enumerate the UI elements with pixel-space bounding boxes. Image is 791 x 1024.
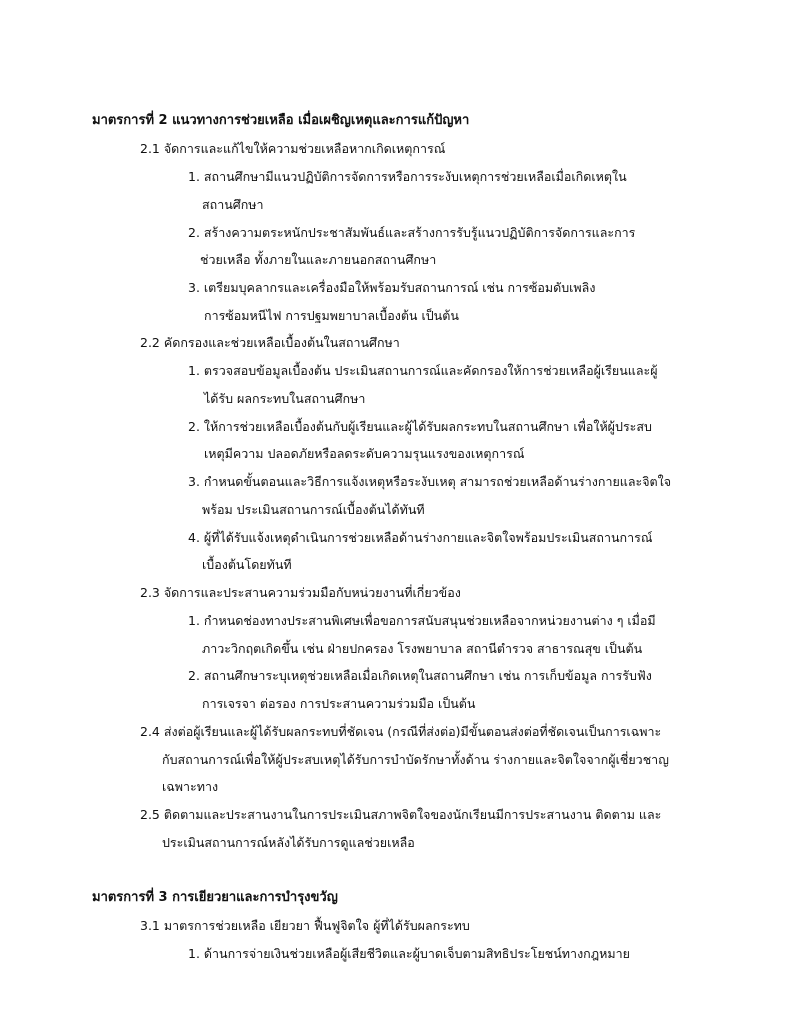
subsection-title: 2.4 ส่งต่อผู้เรียนและผู้ได้รับผลกระทบที่ชัดเจน (กรณีที่ส่งต่อ)มีขั้นตอนส่งต่อที่ชัดเจนเป็นการเฉพาะ bbox=[140, 724, 662, 739]
subsection-title: 2.1 จัดการและแก้ไขให้ความช่วยเหลือหากเกิดเหตุการณ์ bbox=[140, 141, 446, 156]
list-item-continuation: การซ้อมหนีไฟ การปฐมพยาบาลเบื้องต้น เป็นต้น bbox=[204, 308, 459, 323]
list-item-continuation: ช่วยเหลือ ทั้งภายในและภายนอกสถานศึกษา bbox=[200, 252, 437, 267]
subsection-title: 3.1 มาตรการช่วยเหลือ เยียวยา ฟื้นฟูจิตใจ ผู้ที่ได้รับผลกระทบ bbox=[140, 918, 470, 933]
list-item: 1. กำหนดช่องทางประสานพิเศษเพื่อขอการสนับสนุนช่วยเหลือจากหน่วยงานต่าง ๆ เมื่อมี bbox=[188, 613, 656, 628]
list-item: 1. ตรวจสอบข้อมูลเบื้องต้น ประเมินสถานการณ์และคัดกรองให้การช่วยเหลือผู้เรียนและผู้ bbox=[188, 363, 658, 378]
list-item-continuation: สถานศึกษา bbox=[202, 197, 264, 212]
list-item-continuation: การเจรจา ต่อรอง การประสานความร่วมมือ เป็นต้น bbox=[202, 696, 476, 711]
subsection-title: 2.3 จัดการและประสานความร่วมมือกับหน่วยงานที่เกี่ยวข้อง bbox=[140, 585, 461, 600]
list-item-continuation: เหตุมีความ ปลอดภัยหรือลดระดับความรุนแรงของเหตุการณ์ bbox=[204, 446, 525, 461]
list-item: 1. ด้านการจ่ายเงินช่วยเหลือผู้เสียชีวิตและผู้บาดเจ็บตามสิทธิประโยชน์ทางกฎหมาย bbox=[188, 946, 630, 961]
subsection-title-continuation: เฉพาะทาง bbox=[162, 779, 219, 794]
section-heading: มาตรการที่ 3 การเยียวยาและการบำรุงขวัญ bbox=[92, 890, 338, 905]
subsection-title: 2.2 คัดกรองและช่วยเหลือเบื้องต้นในสถานศึกษา bbox=[140, 335, 400, 350]
section-heading: มาตรการที่ 2 แนวทางการช่วยเหลือ เมื่อเผชิญเหตุและการแก้ปัญหา bbox=[92, 113, 470, 128]
list-item-continuation: เบื้องต้นโดยทันที bbox=[202, 557, 292, 572]
list-item: 1. สถานศึกษามีแนวปฏิบัติการจัดการหรือการระงับเหตุการช่วยเหลือเมื่อเกิดเหตุใน bbox=[188, 169, 627, 184]
list-item: 4. ผู้ที่ได้รับแจ้งเหตุดำเนินการช่วยเหลือด้านร่างกายและจิตใจพร้อมประเมินสถานการณ์ bbox=[188, 530, 653, 545]
list-item: 3. กำหนดขั้นตอนและวิธีการแจ้งเหตุหรือระงับเหตุ สามารถช่วยเหลือด้านร่างกายและจิตใจ bbox=[188, 474, 672, 489]
list-item: 2. สร้างความตระหนักประชาสัมพันธ์และสร้างการรับรู้แนวปฏิบัติการจัดการและการ bbox=[188, 225, 636, 240]
subsection-title: 2.5 ติดตามและประสานงานในการประเมินสภาพจิตใจของนักเรียนมีการประสานงาน ติดตาม และ bbox=[140, 807, 662, 822]
list-item-continuation: ภาวะวิกฤตเกิดขึ้น เช่น ฝ่ายปกครอง โรงพยาบาล สถานีตำรวจ สาธารณสุข เป็นต้น bbox=[202, 641, 643, 656]
list-item-continuation: พร้อม ประเมินสถานการณ์เบื้องต้นได้ทันที bbox=[202, 502, 425, 517]
list-item: 2. สถานศึกษาระบุเหตุช่วยเหลือเมื่อเกิดเหตุในสถานศึกษา เช่น การเก็บข้อมูล การรับฟัง bbox=[188, 668, 652, 683]
list-item: 3. เตรียมบุคลากรและเครื่องมือให้พร้อมรับสถานการณ์ เช่น การซ้อมดับเพลิง bbox=[188, 280, 596, 295]
list-item: 2. ให้การช่วยเหลือเบื้องต้นกับผู้เรียนและผู้ได้รับผลกระทบในสถานศึกษา เพื่อให้ผู้ประสบ bbox=[188, 419, 652, 434]
list-item-continuation: ได้รับ ผลกระทบในสถานศึกษา bbox=[204, 391, 366, 406]
subsection-title-continuation: ประเมินสถานการณ์หลังได้รับการดูแลช่วยเหลือ bbox=[162, 835, 415, 850]
subsection-title-continuation: กับสถานการณ์เพื่อให้ผู้ประสบเหตุได้รับการบำบัดรักษาทั้งด้าน ร่างกายและจิตใจจากผู้เชี่ยวชาญ bbox=[162, 752, 669, 767]
